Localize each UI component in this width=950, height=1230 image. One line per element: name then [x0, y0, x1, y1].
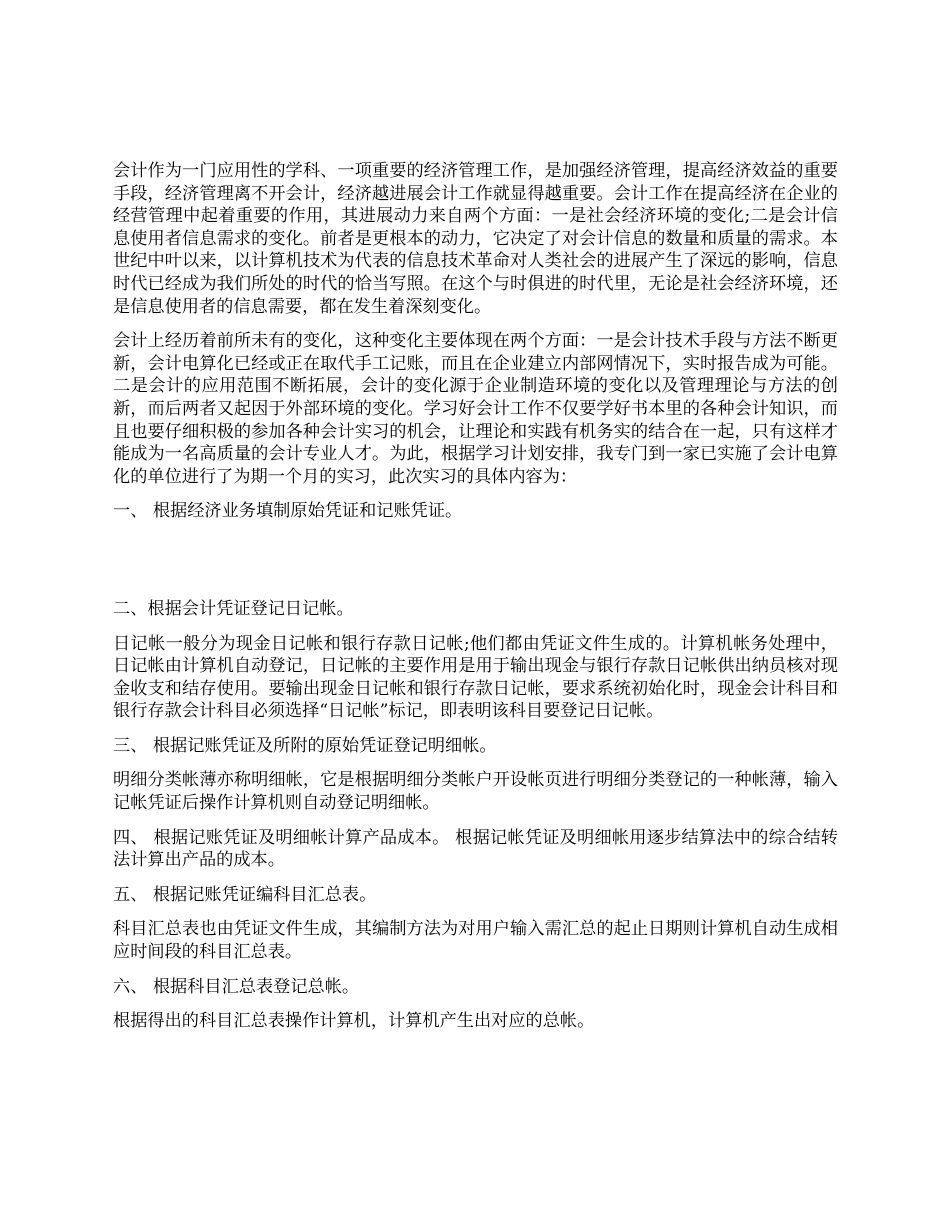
general-ledger-paragraph: 根据得出的科目汇总表操作计算机，计算机产生出对应的总帐。	[113, 1011, 595, 1032]
journal-paragraph: 日记帐一般分为现金日记帐和银行存款日记帐;他们都由凭证文件生成的。计算机帐务处理中，日记帐由计算机自动登记，日记帐的主要作用是用于输出现金与银行存款日记帐供出纳员核对现金收支和结存使用。要输出现金日记帐和银行存款日记帐，要求系统初始化时，现金会计科目和银行存款会计科目必须选择“日记帐”标记，即表明该科目要登记日记帐。	[113, 633, 838, 722]
section-3-heading: 三、 根据记账凭证及所附的原始凭证登记明细帐。	[113, 735, 497, 756]
section-6-heading: 六、 根据科目汇总表登记总帐。	[113, 976, 360, 997]
section-2-heading: 二、根据会计凭证登记日记帐。	[113, 598, 354, 619]
document-body	[113, 160, 838, 1045]
section-5-heading: 五、 根据记账凭证编科目汇总表。	[113, 884, 377, 905]
section-1-heading: 一、 根据经济业务填制原始凭证和记账凭证。	[113, 501, 463, 522]
changes-paragraph: 会计上经历着前所未有的变化，这种变化主要体现在两个方面：一是会计技术手段与方法不断更新，会计电算化已经或正在取代手工记账，而且在企业建立内部网情况下，实时报告成为可能。二是会计的应用范围不断拓展，会计的变化源于企业制造环境的变化以及管理理论与方法的创新，而后两者又起因于外部环境的变化。学习好会计工作不仅要学好书本里的各种会计知识，而且也要仔细积极的参加各种会计实习的机会，让理论和实践有机务实的结合在一起，只有这样才能成为一名高质量的会计专业人才。为此，根据学习计划安排，我专门到一家已实施了会计电算化的单位进行了为期一个月的实习，此次实习的具体内容为：	[113, 331, 838, 487]
intro-paragraph: 会计作为一门应用性的学科、一项重要的经济管理工作，是加强经济管理，提高经济效益的重要手段，经济管理离不开会计，经济越进展会计工作就显得越重要。会计工作在提高经济在企业的经营管理中起着重要的作用，其进展动力来自两个方面：一是社会经济环境的变化;二是会计信息使用者信息需求的变化。前者是更根本的动力，它决定了对会计信息的数量和质量的需求。本世纪中叶以来，以计算机技术为代表的信息技术革命对人类社会的进展产生了深远的影响，信息时代已经成为我们所处的时代的恰当写照。在这个与时俱进的时代里，无论是社会经济环境，还是信息使用者的信息需要，都在发生着深刻变化。	[113, 161, 838, 317]
blank-space	[113, 535, 838, 598]
summary-paragraph: 科目汇总表也由凭证文件生成，其编制方法为对用户输入需汇总的起止日期则计算机自动生成相应时间段的科目汇总表。	[113, 919, 838, 963]
section-4-heading: 四、 根据记账凭证及明细帐计算产品成本。 根据记帐凭证及明细帐用逐步结算法中的综合结转法计算出产品的成本。	[113, 827, 838, 871]
ledger-paragraph: 明细分类帐薄亦称明细帐，它是根据明细分类帐户开设帐页进行明细分类登记的一种帐薄，输入记帐凭证后操作计算机则自动登记明细帐。	[113, 770, 838, 814]
